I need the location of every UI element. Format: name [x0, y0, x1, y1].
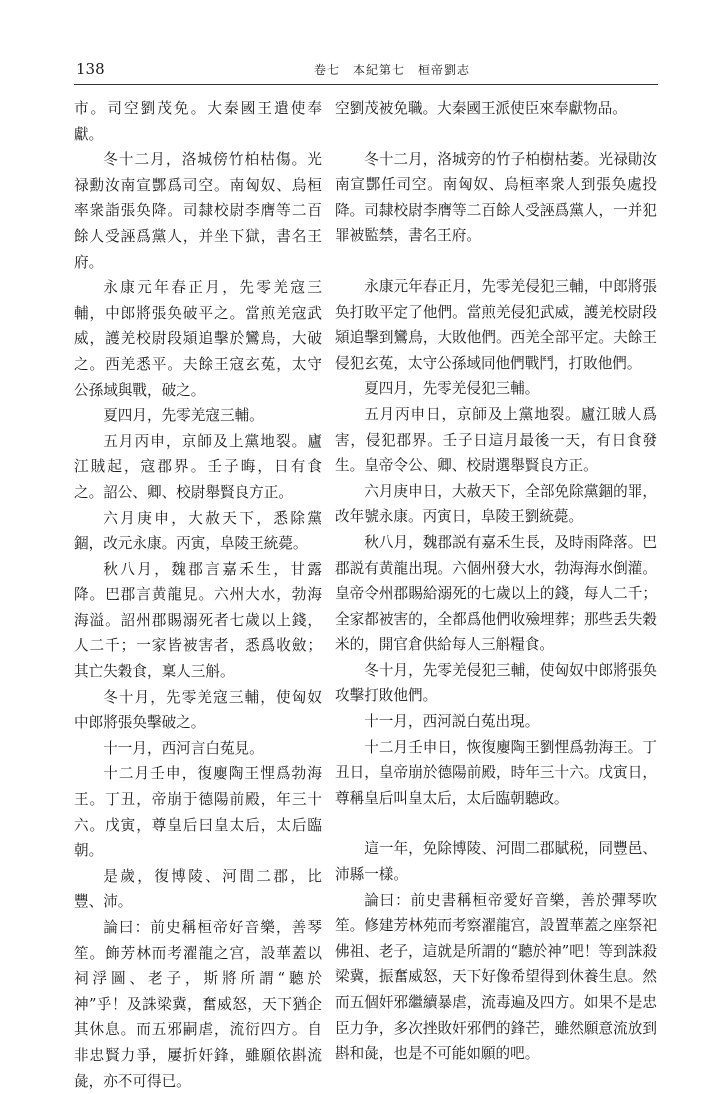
translation-paragraph: 十二月壬申日，恢復廮陶王劉悝爲勃海王。丁丑日，皇帝崩於德陽前殿，時年三十六。戊寅日，尊稱皇后叫皇太后，太后臨朝聽政。: [335, 738, 657, 807]
classical-paragraph: 是歲，復博陵、河間二郡，比豐、沛。: [74, 867, 322, 911]
running-title: 卷七 本紀第七 桓帝劉志: [314, 63, 471, 77]
translation-paragraph: 空劉茂被免職。大秦國王派使臣來奉獻物品。: [335, 100, 627, 117]
header-rule: [74, 84, 658, 85]
classical-paragraph: 五月丙申，京師及上黨地裂。廬江賊起，寇郡界。壬子晦，日有食之。詔公、卿、校尉舉賢良方正。: [74, 432, 322, 501]
page-number: 138: [76, 60, 105, 78]
translation-paragraph: 五月丙申日，京師及上黨地裂。廬江賊人爲害，侵犯郡界。壬子日這月最後一天，有日食發生。皇帝令公、卿、校尉選舉賢良方正。: [335, 405, 657, 475]
translation-paragraph: 冬十二月，洛城旁的竹子柏樹枯萎。光禄勛汝南宣酆任司空。南匈奴、烏桓率衆人到張奂處投降。司隸校尉李膺等二百餘人受誣爲黨人，一并犯罪被監禁，書名王府。: [335, 150, 657, 245]
classical-paragraph: 冬十二月，洛城傍竹柏枯傷。光禄勳汝南宣酆爲司空。南匈奴、烏桓率衆詣張奂降。司隸校尉李膺等二百餘人受誣爲黨人，并坐下獄，書名王府。: [74, 151, 322, 271]
translation-paragraph: 論曰：前史書稱桓帝愛好音樂，善於彈琴吹笙。修建芳林苑而考察濯龍宫，設置華蓋之座祭祀佛祖、老子，這就是所謂的“聽於神”吧！等到誅殺梁冀，振奮威怒，天下好像希望得到休養生息。然而五個奸邪繼續暴虐，流毒遍及四方。如果不是忠臣力争，多次挫敗奸邪們的鋒芒，雖然願意流放到斟和彘，也是不可能如願的吧。: [335, 891, 657, 1063]
classical-paragraph: 十一月，西河言白菟見。: [103, 739, 264, 757]
classical-paragraph: 市。司空劉茂免。大秦國王遣使奉獻。: [74, 100, 322, 143]
translation-column: [335, 96, 657, 1067]
page-header: [76, 60, 656, 86]
classical-paragraph: 秋八月，魏郡言嘉禾生，甘露降。巴郡言黄龍見。六州大水，勃海海溢。詔州郡賜溺死者七歲以上錢，人二千；一家皆被害者，悉爲收斂；其亡失穀食，稟人三斛。: [74, 560, 322, 681]
classical-paragraph: 十二月壬申，復廮陶王悝爲勃海王。丁丑，帝崩于德陽前殿，年三十六。戊寅，尊皇后曰皇太后，太后臨朝。: [74, 765, 322, 860]
classical-text-column: [74, 96, 322, 1094]
translation-paragraph: 永康元年春正月，先零羌侵犯三輔，中郎將張奂打敗平定了他們。當煎羌侵犯武威，護羌校尉段熲追擊到鸞鳥，大敗他們。西羌全部平定。夫餘王侵犯玄菟，太守公孫域同他們戰鬥，打敗他們。: [335, 277, 657, 372]
classical-paragraph: 論曰：前史稱桓帝好音樂，善琴笙。飾芳林而考濯龍之宫，設華蓋以祠浮圖、老子，斯將所謂“聽於神”乎！及誅梁冀，奮威怒，天下猶企其休息。而五邪嗣虐，流衍四方。自非忠賢力爭，屢折奸鋒，雖願依斟流彘，亦不可得已。: [74, 919, 322, 1090]
classical-paragraph: 永康元年春正月，先零羌寇三輔，中郎將張奂破平之。當煎羌寇武威，護羌校尉段熲追擊於鸞鳥，大破之。西羌悉平。夫餘王寇玄菟，太守公孫域與戰，破之。: [74, 279, 322, 399]
classical-paragraph: 夏四月，先零羌寇三輔。: [103, 407, 264, 425]
translation-paragraph: 夏四月，先零羌侵犯三輔。: [364, 380, 540, 398]
translation-paragraph: 冬十月，先零羌侵犯三輔，使匈奴中郎將張奂攻擊打敗他們。: [335, 661, 657, 705]
translation-paragraph: 六月庚申日，大赦天下，全部免除黨錮的罪，改年號永康。丙寅日，阜陵王劉統薨。: [335, 482, 657, 526]
translation-paragraph: 這一年，免除博陵、河間二郡賦税，同豐邑、沛縣一樣。: [335, 840, 657, 884]
translation-paragraph: 十一月，西河説白菟出現。: [364, 713, 540, 731]
translation-paragraph: 秋八月，魏郡説有嘉禾生長，及時雨降落。巴郡説有黄龍出現。六個州發大水，勃海海水倒灌。皇帝令州郡賜給溺死的七歲以上的錢，每人二千；全家都被害的，全都爲他們收殮埋葬；那些丢失穀米的，開官倉供給每人三斛糧食。: [335, 533, 657, 654]
classical-paragraph: 冬十月，先零羌寇三輔，使匈奴中郎將張奂擊破之。: [74, 688, 322, 732]
classical-paragraph: 六月庚申，大赦天下，悉除黨錮，改元永康。丙寅，阜陵王統薨。: [74, 509, 322, 553]
